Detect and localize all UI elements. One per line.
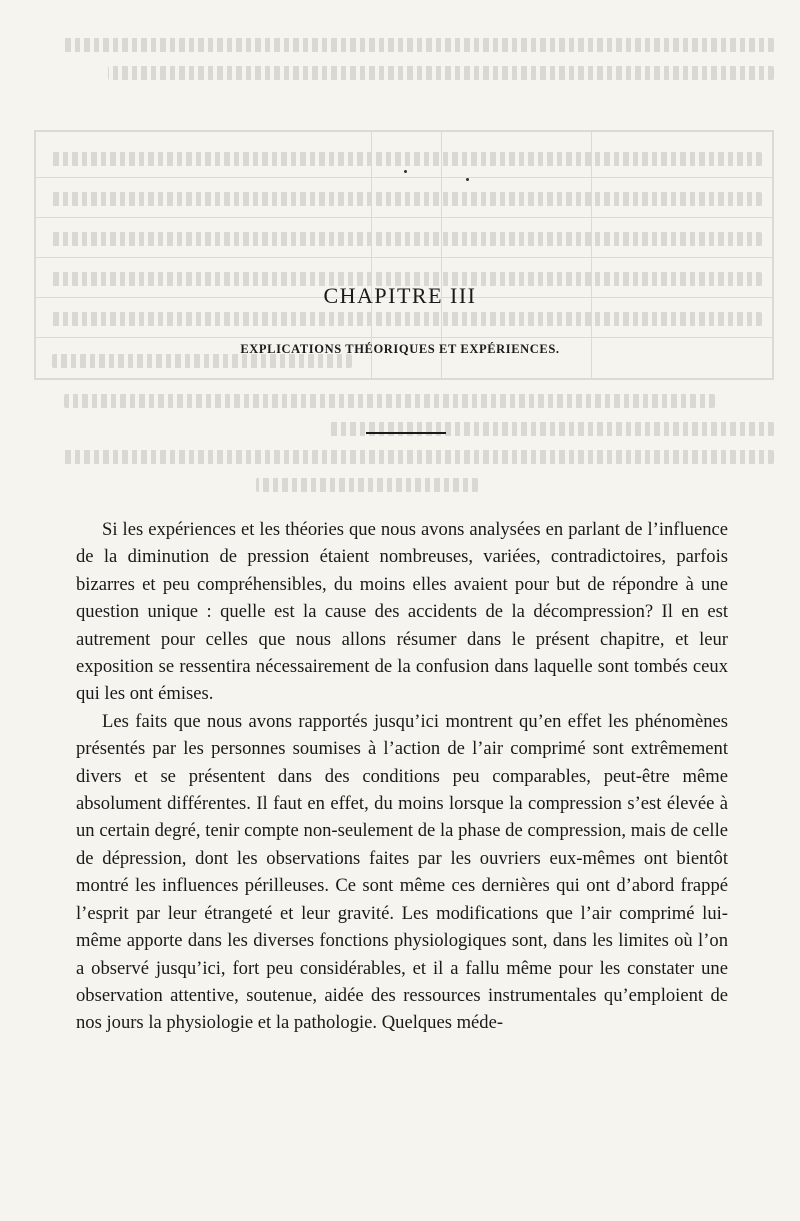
paragraph: Si les expériences et les théories que nous avons analysées en parlant de l’influence de la diminution de pression étaient nombreuses, variées, contradictoires, parfois bizarres et peu compréhensibles, du moins elles avaient pour but de répondre à une question unique : quelle est la cause des accidents de la décompression? Il en est autrement pour celles que nous allons résumer dans le présent chapitre, et leur exposition se ressentira nécessairement de la confusion dans laquelle sont tombés ceux qui les ont émises. (76, 519, 728, 705)
bleed-through-texture (34, 30, 774, 500)
body-text (76, 516, 728, 1037)
paragraph: Les faits que nous avons rapportés jusqu’ici montrent qu’en effet les phénomènes présentés par les personnes soumises à l’action de l’air comprimé sont extrêmement divers et se présentent dans des conditions peu comparables, peut-être même absolument différentes. Il faut en effet, du moins lorsque la compression s’est élevée à un certain degré, tenir compte non-seulement de la phase de compression, mais de celle de dépression, dont les observations faites par les ouvriers eux-mêmes ont bientôt montré les influences périlleuses. Ce sont même ces dernières qui ont d’abord frappé l’esprit par leur étrangeté et leur gravité. Les modifications que l’air comprimé lui-même apporte dans les diverses fonctions physiologiques sont, dans les limites où l’on a observé jusqu’ici, fort peu considérables, et il a fallu même pour les constater une observation attentive, soutenue, aidée des ressources instrumentales qu’emploient de nos jours la physiologie et la pathologie. Quelques méde- (76, 710, 728, 1034)
chapter-title: CHAPITRE III (323, 282, 477, 308)
separator-rule (366, 432, 446, 434)
chapter-subtitle: EXPLICATIONS THÉORIQUES ET EXPÉRIENCES. (240, 342, 560, 356)
speck (404, 170, 407, 173)
speck (466, 178, 469, 181)
